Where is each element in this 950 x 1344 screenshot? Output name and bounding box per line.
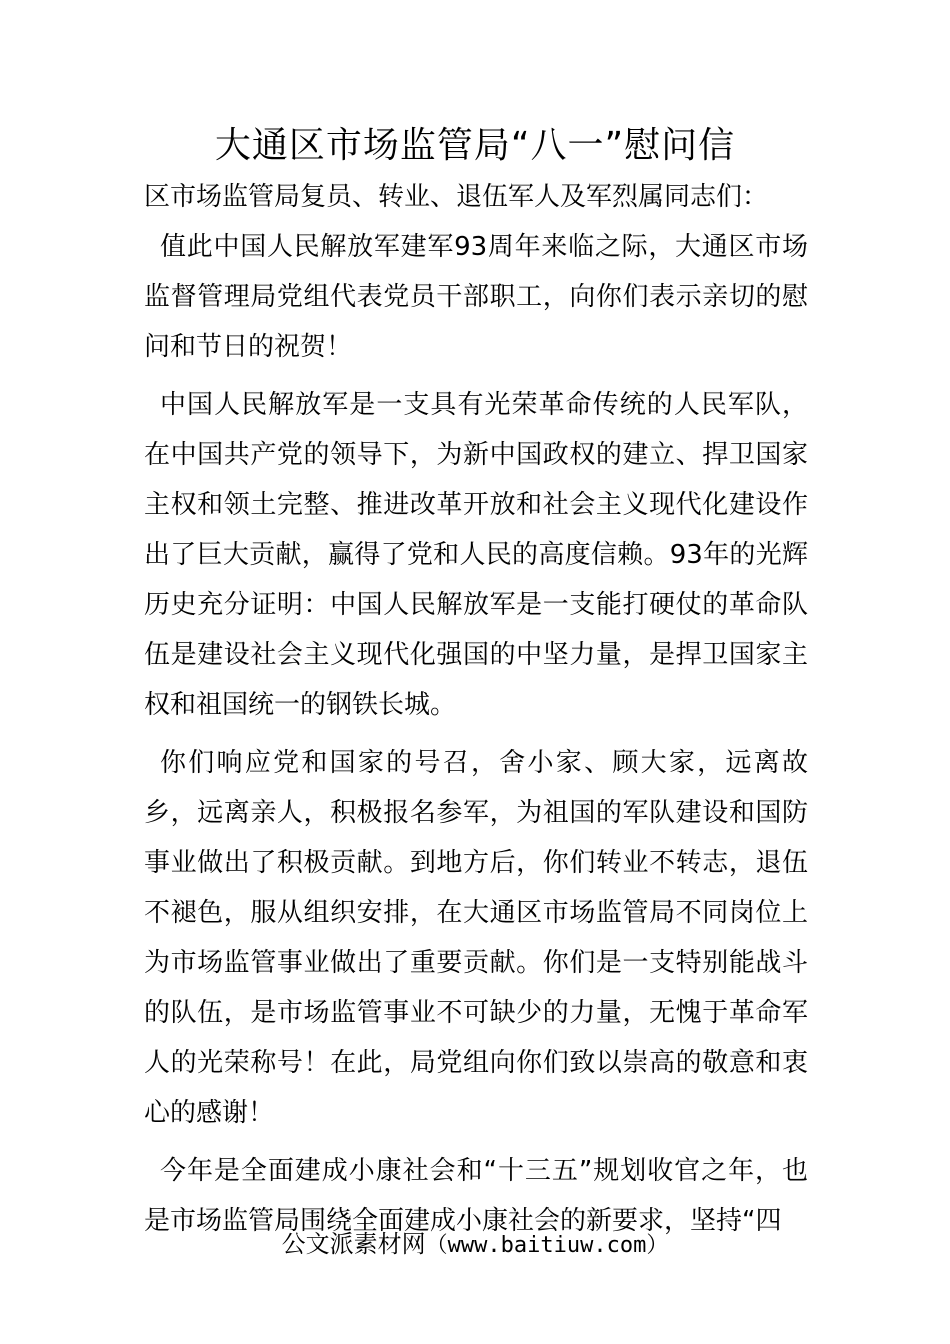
paragraph-3: 你们响应党和国家的号召，舍小家、顾大家，远离故乡，远离亲人，积极报名参军，为祖国的军队建设和国防事业做出了积极贡献。到地方后，你们转业不转志，退伍不褪色，服从组织安排，在大通区市场监管局不同岗位上为市场监管事业做出了重要贡献。你们是一支特别能战斗的队伍，是市场监管事业不可缺少的力量，无愧于革命军人的光荣称号！在此，局党组向你们致以崇高的敬意和衷心的感谢！ [144, 748, 808, 1128]
salutation: 区市场监管局复员、转业、退伍军人及军烈属同志们： [144, 182, 769, 212]
footer-watermark [0, 1222, 950, 1268]
paragraph-2: 中国人民解放军是一支具有光荣革命传统的人民军队，在中国共产党的领导下，为新中国政权的建立、捍卫国家主权和领土完整、推进改革开放和社会主义现代化建设作出了巨大贡献，赢得了党和人民的高度信赖。93年的光辉历史充分证明：中国人民解放军是一支能打硬仗的革命队伍是建设社会主义现代化强国的中坚力量，是捍卫国家主权和祖国统一的钢铁长城。 [144, 390, 808, 720]
paragraph-4: 今年是全面建成小康社会和“十三五”规划收官之年，也是市场监管局围绕全面建成小康社会的新要求，坚持“四 [144, 1156, 808, 1236]
document-title: 大通区市场监管局“八一”慰问信 [214, 125, 736, 166]
footer-site-name: 公文派素材网 [281, 1230, 426, 1258]
paragraph-1: 值此中国人民解放军建军93周年来临之际，大通区市场监督管理局党组代表党员干部职工，向你们表示亲切的慰问和节日的祝贺！ [144, 232, 808, 362]
letter-body [144, 172, 808, 1246]
footer-site-url: （www.baitiuw.com） [425, 1233, 669, 1258]
